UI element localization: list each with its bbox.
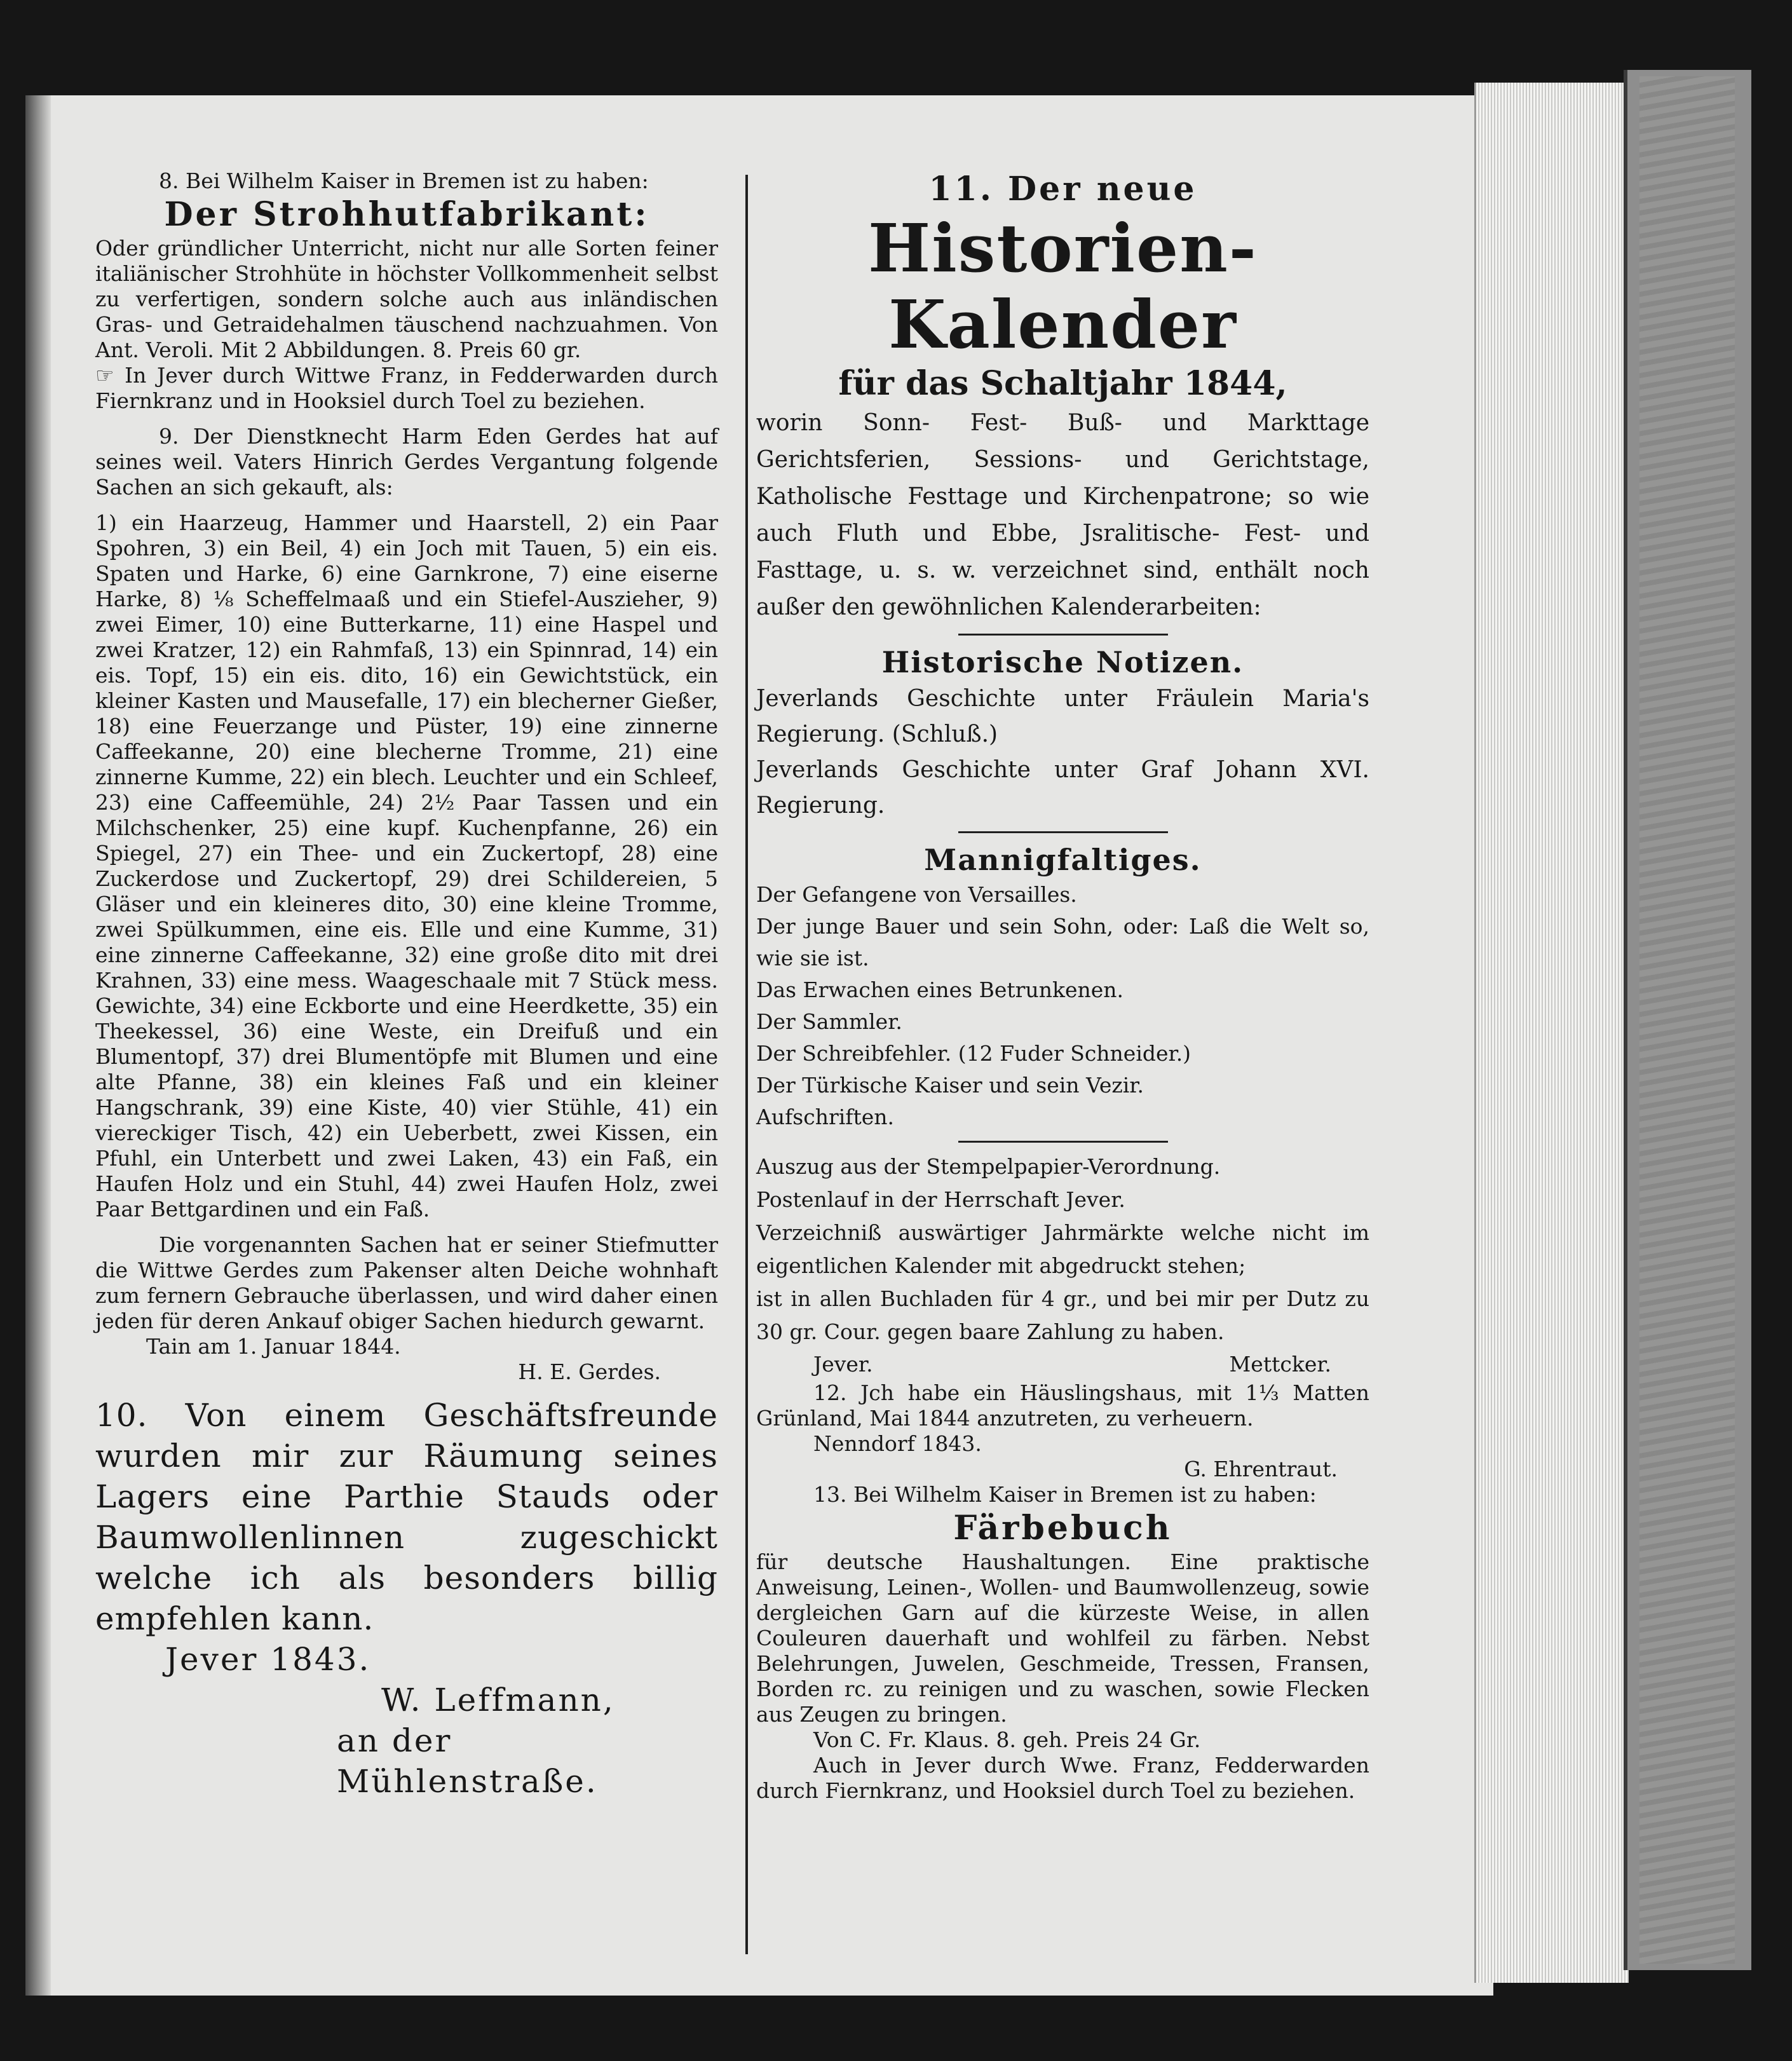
ad13-title: Färbebuch [953,1509,1172,1547]
section-historical-item: Jeverlands Geschichte unter Fräulein Maria's Regierung. (Schluß.) [756,686,1369,747]
ad11-place [756,1349,1369,1380]
section-misc-item: Aufschriften. [756,1105,895,1129]
cover-texture [1639,76,1735,1964]
page-edges [1474,83,1629,1983]
ad12-body: 12. Jch habe ein Häuslingshaus, mit 1⅓ Matten Grünland, Mai 1844 anzutreten, zu verheuern. [756,1380,1369,1431]
section-misc-item: Der Sammler. [756,1009,902,1034]
ad9-list: 1) ein Haarzeug, Hammer und Haarstell, 2) ein Paar Spohren, 3) ein Beil, 4) ein Joch mit Tauen, 5) ein eis. Spaten und Harke, 6) eine Garnkrone, 7) eine eiserne Harke, 8) ⅛ Scheffelmaaß und ein Stiefel-Auszieher, 9) zwei Eimer, 10) eine Butterkarne, 11) eine Haspel und zwei Kratzer, 12) ein Rahmfaß, 13) ein Spinnrad, 14) ein eis. Topf, 15) ein eis. dito, 16) ein Gewichtstück, ein kleiner Kasten und Mausefalle, 17) ein blecherner Gießer, 18) eine Feuerzange und Püster, 19) eine zinnerne Caffeekanne, 20) eine blecherne Tromme, 21) eine zinnerne Kumme, 22) ein blech. Leuchter und ein Schleef, 23) eine Caffeemühle, 24) 2½ Paar Tassen und ein Milchschenker, 25) eine kupf. Kuchenpfanne, 26) ein Spiegel, 27) ein Thee- und ein Zuckertopf, 28) eine Zuckerdose und Zuckertopf, 29) drei Schildereien, 5 Gläser und ein kleineres dito, 30) eine kleine Tromme, zwei Spülkummen, eine eis. Elle und eine Kumme, 31) eine zinnerne Caffeekanne, 32) eine große dito mit drei Krahnen, 33) eine mess. Waageschaale mit 7 Stück mess. Gewichte, 34) eine Eckborte und eine Heerdkette, 35) ein Theekessel, 36) eine Weste, ein Dreifuß und ein Blumentopf, 37) drei Blumentöpfe mit Blumen und eine alte Pfanne, 38) ein kleines Faß und ein kleiner Hangschrank, 39) eine Kiste, 40) vier Stühle, 41) ein viereckiger Tisch, 42) ein Ueberbett, zwei Kissen, ein Pfuhl, ein Unterbett und zwei Laken, 43) ein Faß, ein Haufen Holz und ein Stuhl, 44) zwei Haufen Holz, zwei Paar Bettgardinen und ein Faß. [95,510,718,1221]
ad9-date: Tain am 1. Januar 1844. [146,1334,401,1359]
ad11-signature: Mettcker. [1229,1352,1331,1377]
ad13-note: Auch in Jever durch Wwe. Franz, Fedderwarden durch Fiernkranz, und Hooksiel durch Toel zu beziehen. [756,1753,1369,1803]
section-misc-item: Das Erwachen eines Betrunkenen. [756,977,1124,1002]
section-extra-item: Postenlauf in der Herrschaft Jever. [756,1187,1125,1212]
section-historical-title: Historische Notizen. [881,645,1244,679]
right-column [756,168,1369,1804]
ad12-place: Nenndorf 1843. [813,1431,982,1456]
left-column [95,168,718,1802]
ad11-head: 11. Der neue [928,170,1197,208]
ad11-subtitle: für das Schaltjahr 1844, [838,364,1287,403]
ad8-body: Oder gründlicher Unterricht, nicht nur alle Sorten feiner italiänischer Strohhüte in höchster Vollkommenheit selbst zu verfertigen, sondern solche auch aus inländischen Gras- und Getraidehalmen täuschend nachzuahmen. Von Ant. Veroli. Mit 2 Abbildungen. 8. Preis 60 gr. [95,236,718,362]
ad10-address: an der Mühlenstraße. [337,1722,598,1800]
ad10-body: 10. Von einem Geschäftsfreunde wurden mir zur Räumung seines Lagers eine Parthie Stauds oder Baumwollenlinnen zugeschickt welche ich als besonders billig empfehlen kann. [95,1397,718,1637]
ad11-body: worin Sonn- Fest- Buß- und Markttage Gerichtsferien, Sessions- und Gerichtstage, Katholische Festtage und Kirchenpatrone; so wie auch Fluth und Ebbe, Jsralitische- Fest- und Fasttage, u. s. w. verzeichnet sind, enthält noch außer den gewöhnlichen Kalenderarbeiten: [756,410,1369,620]
divider [958,831,1168,833]
section-misc-item: Der Gefangene von Versailles. [756,882,1077,907]
ad10-place: Jever 1843. [165,1641,371,1678]
ad8-title: Der Strohhutfabrikant: [164,195,649,234]
section-misc-item: Der junge Bauer und sein Sohn, oder: Laß die Welt so, wie sie ist. [756,914,1369,970]
ad9-body2: Die vorgenannten Sachen hat er seiner Stiefmutter die Wittwe Gerdes zum Pakenser alten Deiche wohnhaft zum fernern Gebrauche überlassen, und wird daher einen jeden für deren Ankauf obiger Sachen hiedurch gewarnt. [95,1232,718,1333]
ad9-intro: 9. Der Dienstknecht Harm Eden Gerdes hat auf seines weil. Vaters Hinrich Gerdes Vergantung folgende Sachen an sich gekauft, als: [95,424,718,500]
ad8-intro: 8. Bei Wilhelm Kaiser in Bremen ist zu haben: [159,168,649,193]
ad9-signature: H. E. Gerdes. [518,1359,661,1384]
ad11-place-name: Jever. [813,1352,873,1377]
ad8-note: ☞ In Jever durch Wittwe Franz, in Fedderwarden durch Fiernkranz und in Hooksiel durch Toel zu beziehen. [95,363,718,413]
ad11-title: Historien-Kalender [868,209,1258,364]
section-historical-item: Jeverlands Geschichte unter Graf Johann XVI. Regierung. [756,757,1369,819]
section-extra-item: Verzeichniß auswärtiger Jahrmärkte welche nicht im eigentlichen Kalender mit abgedruckt stehen; [756,1220,1369,1278]
ad13-author: Von C. Fr. Klaus. 8. geh. Preis 24 Gr. [813,1727,1201,1752]
section-extra-item: Auszug aus der Stempelpapier-Verordnung. [756,1154,1221,1179]
section-misc-item: Der Schreibfehler. (12 Fuder Schneider.) [756,1041,1191,1066]
ad13-body: für deutsche Haushaltungen. Eine praktische Anweisung, Leinen-, Wollen- und Baumwollenzeug, sowie dergleichen Garn auf die kürzeste Weise, in allen Couleuren dauerhaft und wohlfeil zu färben. Nebst Belehrungen, Juwelen, Geschmeide, Tressen, Fransen, Borden rc. zu reinigen und zu waschen, sowie Flecken aus Zeugen zu bringen. [756,1549,1369,1727]
ad12-signature: G. Ehrentraut. [1184,1457,1338,1481]
column-rule [745,175,748,1954]
divider [958,634,1168,636]
section-misc-item: Der Türkische Kaiser und sein Vezir. [756,1073,1144,1098]
ad13-intro: 13. Bei Wilhelm Kaiser in Bremen ist zu haben: [813,1482,1317,1507]
book-gutter [25,95,51,1996]
ad10-signature: W. Leffmann, [381,1682,615,1718]
section-misc-title: Mannigfaltiges. [924,843,1202,877]
divider [958,1141,1168,1143]
ad11-price: ist in allen Buchladen für 4 gr., und bei mir per Dutz zu 30 gr. Cour. gegen baare Zahlung zu haben. [756,1286,1369,1344]
